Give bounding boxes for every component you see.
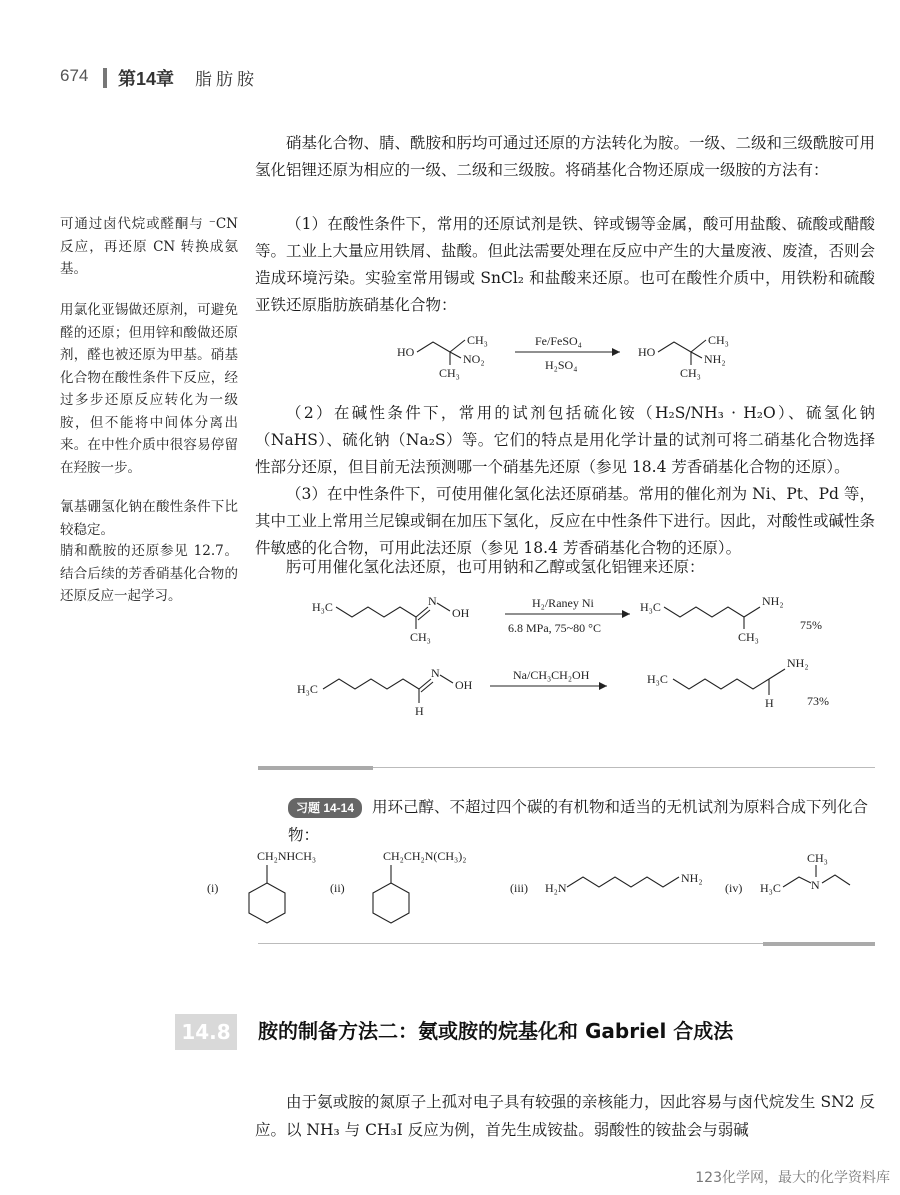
s3-pr-h: H bbox=[765, 696, 774, 710]
main-paragraph-3: （2）在碱性条件下，常用的试剂包括硫化铵（H₂S/NH₃ · H₂O）、硫氢化钠（NaHS）、硫化钠（Na₂S）等。它们的特点是用化学计量的试剂可将二硝基化合物选择性部分还原，但目前无法预测哪一个硝基先还原（参见 18.4 芳香硝基化合物的还原）。 bbox=[255, 404, 875, 476]
s2-sm-n: N bbox=[428, 594, 437, 608]
label-iv: (iv) bbox=[725, 881, 743, 895]
sidebar-note-3: 氰基硼氢化钠在酸性条件下比较稳定。 bbox=[60, 499, 238, 538]
s2-sm-h3c: H₃C bbox=[312, 600, 333, 614]
sm-ch3-bottom: CH₃ bbox=[439, 366, 460, 380]
s3-sm-oh: OH bbox=[455, 678, 473, 692]
s3-pr-h3c: H₃C bbox=[647, 672, 668, 686]
section-title: 胺的制备方法二：氨或胺的烷基化和 Gabriel 合成法 bbox=[258, 1019, 734, 1043]
s3-sm-h: H bbox=[415, 704, 424, 718]
reagent-top: Fe/FeSO₄ bbox=[535, 334, 582, 348]
iii-left: H₂N bbox=[545, 881, 567, 895]
ii-substituent: CH₂CH₂N(CH₃)₂ bbox=[383, 849, 467, 863]
exercise-top-rule bbox=[258, 766, 373, 770]
sidebar-note-2: 用氯化亚锡做还原剂，可避免醛的还原；但用锌和酸做还原剂，醛也被还原为甲基。硝基化合物在酸性条件下反应，经过多步还原反应转化为一级胺，但不能将中间体分离出来。在中性介质中很容易停留在羟胺一步。 bbox=[60, 302, 238, 476]
i-substituent: CH₂NHCH₃ bbox=[257, 849, 317, 863]
sm-ch3-top: CH₃ bbox=[467, 333, 488, 347]
scheme-oxime-hydrogenation bbox=[310, 587, 850, 647]
s2-sm-ch3: CH₃ bbox=[410, 630, 431, 644]
sidebar-note-1: 可通过卤代烷或醛酮与 ⁻CN 反应，再还原 CN 转换成氨基。 bbox=[60, 216, 238, 277]
reagent-bottom: H₂SO₄ bbox=[545, 358, 578, 372]
s2-reagent-top: H₂/Raney Ni bbox=[532, 596, 594, 610]
scheme-oxime-sodium-reduction bbox=[295, 655, 850, 723]
s2-sm-oh: OH bbox=[452, 606, 470, 620]
s3-reagent: Na/CH₃CH₂OH bbox=[513, 668, 590, 682]
pr-nh2: NH₂ bbox=[704, 352, 726, 366]
label-ii: (ii) bbox=[330, 881, 345, 895]
pr-ho: HO bbox=[638, 345, 656, 359]
s3-yield: 73% bbox=[807, 694, 829, 708]
main-paragraph-1: 硝基化合物、腈、酰胺和肟均可通过还原的方法转化为胺。一级、二级和三级酰胺可用氢化铝锂还原为相应的一级、二级和三级胺。将硝基化合物还原成一级胺的方法有： bbox=[255, 134, 876, 179]
pr-ch3-top: CH₃ bbox=[708, 333, 729, 347]
s3-sm-h3c: H₃C bbox=[297, 682, 318, 696]
s3-pr-nh2: NH₂ bbox=[787, 656, 809, 670]
exercise-bottom-line bbox=[258, 943, 763, 944]
s2-pr-ch3: CH₃ bbox=[738, 630, 759, 644]
s2-yield: 75% bbox=[800, 618, 822, 632]
iv-n: N bbox=[811, 878, 820, 892]
section-number: 14.8 bbox=[175, 1014, 237, 1050]
main-paragraph-2: （1）在酸性条件下，常用的还原试剂是铁、锌或锡等金属，酸可用盐酸、硫酸或醋酸等。工业上大量应用铁屑、盐酸。但此法需要处理在反应中产生的大量废液、废渣，否则会造成环境污染。实验室常用锡或 SnCl₂ 和盐酸来还原。也可在酸性介质中，用铁粉和硫酸亚铁还原脂肪族硝基化合物： bbox=[255, 215, 876, 314]
exercise-text bbox=[288, 793, 878, 849]
exercise-structures bbox=[205, 845, 885, 927]
chapter-label: 第14章 bbox=[118, 69, 175, 89]
exercise-badge: 习题 14-14 bbox=[288, 798, 362, 818]
chapter-title: 脂肪胺 bbox=[195, 70, 258, 90]
scheme-nitro-reduction bbox=[395, 325, 735, 387]
sidebar-note-4: 腈和酰胺的还原参见 12.7。结合后续的芳香硝基化合物的还原反应一起学习。 bbox=[60, 543, 238, 604]
watermark-footer: 123化学网，最大的化学资料库 bbox=[695, 1170, 890, 1186]
iii-right: NH₂ bbox=[681, 871, 703, 885]
s3-sm-n: N bbox=[431, 666, 440, 680]
page-number: 674 bbox=[60, 66, 89, 85]
iv-ch3: CH₃ bbox=[807, 851, 828, 865]
label-iii: (iii) bbox=[510, 881, 528, 895]
sm-no2: NO₂ bbox=[463, 352, 485, 366]
main-paragraph-4: （3）在中性条件下，可使用催化氢化法还原硝基。常用的催化剂为 Ni、Pt、Pd 等，其中工业上常用兰尼镍或铜在加压下氢化，反应在中性条件下进行。因此，对酸性或碱性条件敏感的化合物，可用此法还原（参见 18.4 芳香硝基化合物的还原）。 bbox=[255, 485, 876, 557]
s2-pr-nh2: NH₂ bbox=[762, 594, 784, 608]
header-divider bbox=[103, 68, 107, 88]
label-i: (i) bbox=[207, 881, 219, 895]
exercise-top-line bbox=[373, 767, 875, 768]
bottom-paragraph: 由于氨或胺的氮原子上孤对电子具有较强的亲核能力，因此容易与卤代烷发生 SN2 反应。以 NH₃ 与 CH₃I 反应为例，首先生成铵盐。弱酸性的铵盐会与弱碱 bbox=[255, 1093, 875, 1139]
pr-ch3-bottom: CH₃ bbox=[680, 366, 701, 380]
s2-pr-h3c: H₃C bbox=[640, 600, 661, 614]
iv-h3c: H₃C bbox=[760, 881, 781, 895]
sm-ho: HO bbox=[397, 345, 415, 359]
s2-reagent-bottom: 6.8 MPa, 75~80 °C bbox=[508, 621, 601, 635]
exercise-prompt: 用环己醇、不超过四个碳的有机物和适当的无机试剂为原料合成下列化合物： bbox=[288, 798, 869, 844]
main-paragraph-5: 肟可用催化氢化法还原，也可用钠和乙醇或氢化铝锂来还原： bbox=[286, 558, 705, 576]
exercise-bottom-rule bbox=[763, 942, 875, 946]
